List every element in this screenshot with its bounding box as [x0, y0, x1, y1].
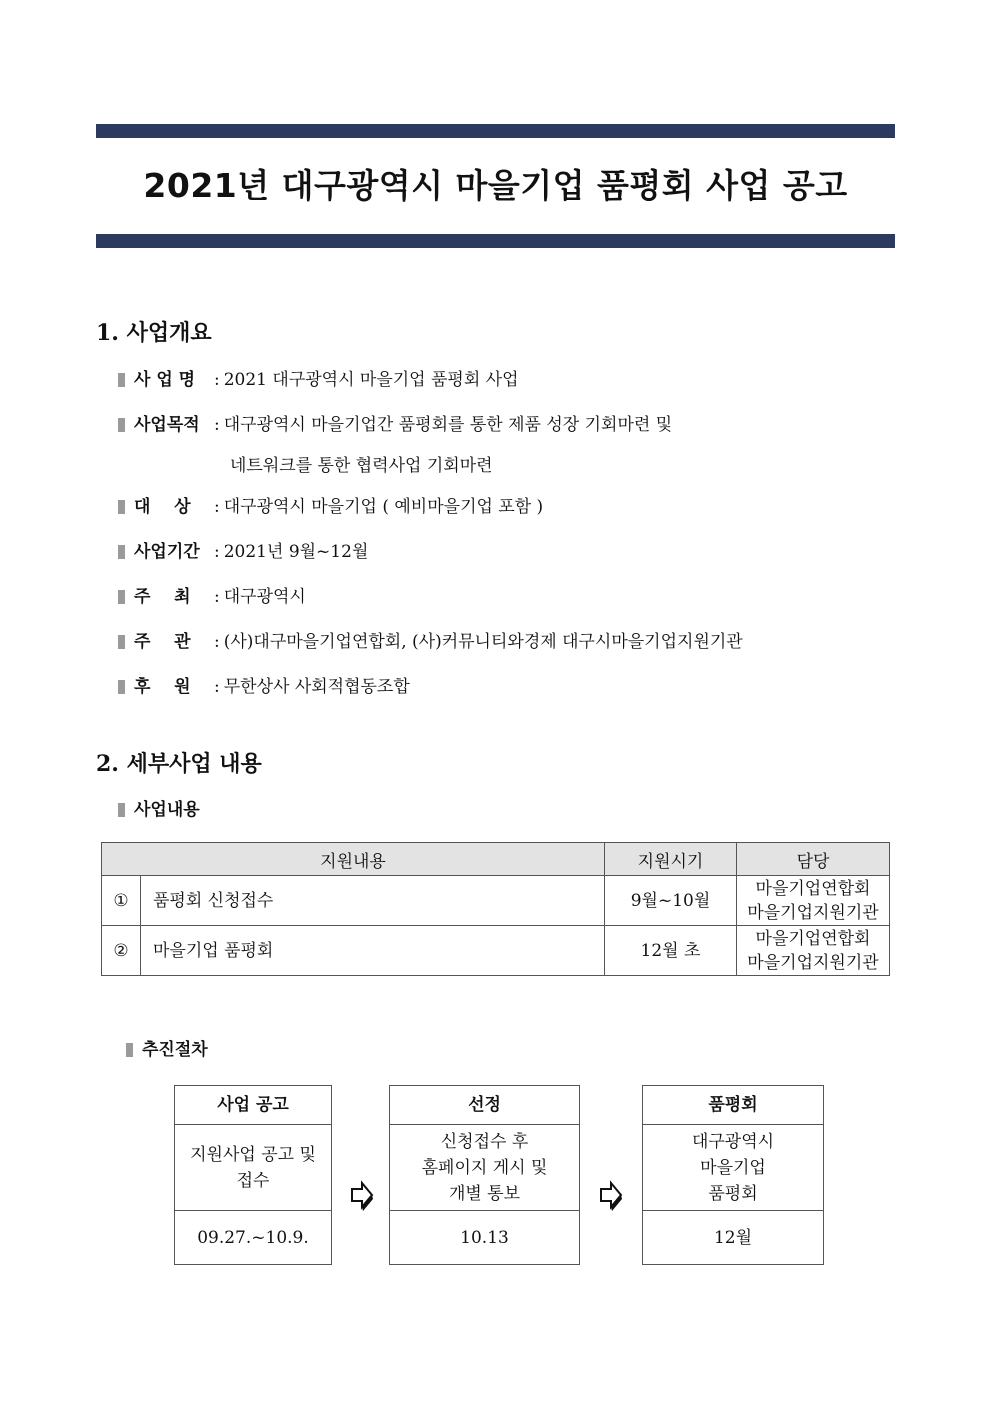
row-content: 마을기업 품평회 [141, 926, 605, 976]
procedure-step-selection [389, 1085, 580, 1265]
item-label: 사 업 명 [134, 370, 196, 390]
step-date: 09.27.~10.9. [197, 1228, 309, 1248]
owner-line: 마을기업지원기관 [747, 952, 879, 973]
overview-item-host [118, 585, 306, 609]
row-owner [737, 876, 890, 926]
row-period: 12월 초 [605, 926, 737, 976]
item-value: 대구광역시 [223, 587, 306, 607]
item-separator: : [214, 542, 220, 562]
top-rule [96, 124, 895, 138]
row-period: 9월~10월 [605, 876, 737, 926]
step-description [390, 1125, 579, 1211]
item-separator: : [214, 370, 220, 390]
item-value: 2021 대구광역시 마을기업 품평회 사업 [223, 370, 519, 390]
bullet-icon [118, 418, 125, 432]
row-number: ② [102, 926, 141, 976]
item-separator: : [214, 497, 220, 517]
step-date: 10.13 [460, 1228, 509, 1248]
right-arrow-icon [598, 1178, 624, 1212]
item-label: 대 상 [134, 497, 191, 517]
step-line: 접수 [236, 1170, 270, 1191]
bullet-icon [126, 1043, 133, 1057]
header-support-period: 지원시기 [605, 843, 737, 876]
item-label: 사업목적 [134, 415, 200, 435]
step-title: 선정 [390, 1086, 579, 1125]
bullet-icon [118, 373, 125, 387]
item-separator: : [214, 587, 220, 607]
row-number: ① [102, 876, 141, 926]
row-content: 품평회 신청접수 [141, 876, 605, 926]
step-date: 12월 [713, 1228, 753, 1248]
header-owner: 담당 [737, 843, 890, 876]
table-row [102, 876, 890, 926]
item-label: 주 최 [134, 587, 191, 607]
owner-line: 마을기업지원기관 [747, 902, 879, 923]
overview-item-target [118, 495, 543, 519]
subsection-label: 추진절차 [142, 1040, 208, 1060]
step-line: 개별 통보 [448, 1183, 521, 1204]
item-label: 사업기간 [134, 542, 200, 562]
step-line: 홈페이지 게시 및 [421, 1157, 548, 1178]
section-1-heading: 1. 사업개요 [96, 320, 212, 346]
item-value: (사)대구마을기업연합회, (사)커뮤니티와경제 대구시마을기업지원기관 [223, 632, 743, 652]
step-description [643, 1125, 823, 1211]
item-separator: : [214, 632, 220, 652]
item-separator: : [214, 677, 220, 697]
step-line: 대구광역시 [691, 1131, 775, 1152]
support-table [101, 842, 890, 976]
bullet-icon [118, 680, 125, 694]
table-row [102, 926, 890, 976]
right-arrow-icon [349, 1178, 375, 1212]
item-value: 대구광역시 마을기업 ( 예비마을기업 포함 ) [223, 497, 544, 517]
step-description [175, 1125, 331, 1211]
row-owner [737, 926, 890, 976]
item-label: 후 원 [134, 677, 191, 697]
item-separator: : [214, 415, 220, 435]
overview-item-name [118, 368, 519, 392]
subsection-business-content [118, 798, 200, 822]
step-title: 사업 공고 [175, 1086, 331, 1125]
section-2-heading: 2. 세부사업 내용 [96, 751, 262, 777]
bullet-icon [118, 590, 125, 604]
overview-item-sponsor [118, 675, 410, 699]
table-header-row [102, 843, 890, 876]
step-line: 품평회 [708, 1183, 758, 1204]
item-value: 대구광역시 마을기업간 품평회를 통한 제품 성장 기회마련 및 [223, 415, 673, 435]
procedure-step-exhibition [642, 1085, 824, 1265]
subsection-label: 사업내용 [134, 800, 200, 820]
owner-line: 마을기업연합회 [755, 878, 871, 899]
item-label: 주 관 [134, 632, 191, 652]
bottom-rule [96, 234, 895, 248]
overview-item-period [118, 540, 368, 564]
bullet-icon [118, 500, 125, 514]
procedure-step-announcement [174, 1085, 332, 1265]
bullet-icon [118, 635, 125, 649]
overview-item-purpose [118, 413, 672, 437]
overview-item-purpose-continuation: 네트워크를 통한 협력사업 기회마련 [230, 456, 493, 476]
item-value: 무한상사 사회적협동조합 [223, 677, 410, 697]
header-support-content: 지원내용 [102, 843, 605, 876]
item-value: 2021년 9월~12월 [223, 542, 369, 562]
overview-item-organizer [118, 630, 743, 654]
step-line: 마을기업 [700, 1157, 766, 1178]
subsection-procedure [126, 1038, 208, 1062]
bullet-icon [118, 545, 125, 559]
step-line: 신청접수 후 [440, 1131, 529, 1152]
step-title: 품평회 [643, 1086, 823, 1125]
document-title: 2021년 대구광역시 마을기업 품평회 사업 공고 [143, 166, 848, 205]
owner-line: 마을기업연합회 [755, 928, 871, 949]
step-line: 지원사업 공고 및 [190, 1144, 316, 1165]
bullet-icon [118, 803, 125, 817]
